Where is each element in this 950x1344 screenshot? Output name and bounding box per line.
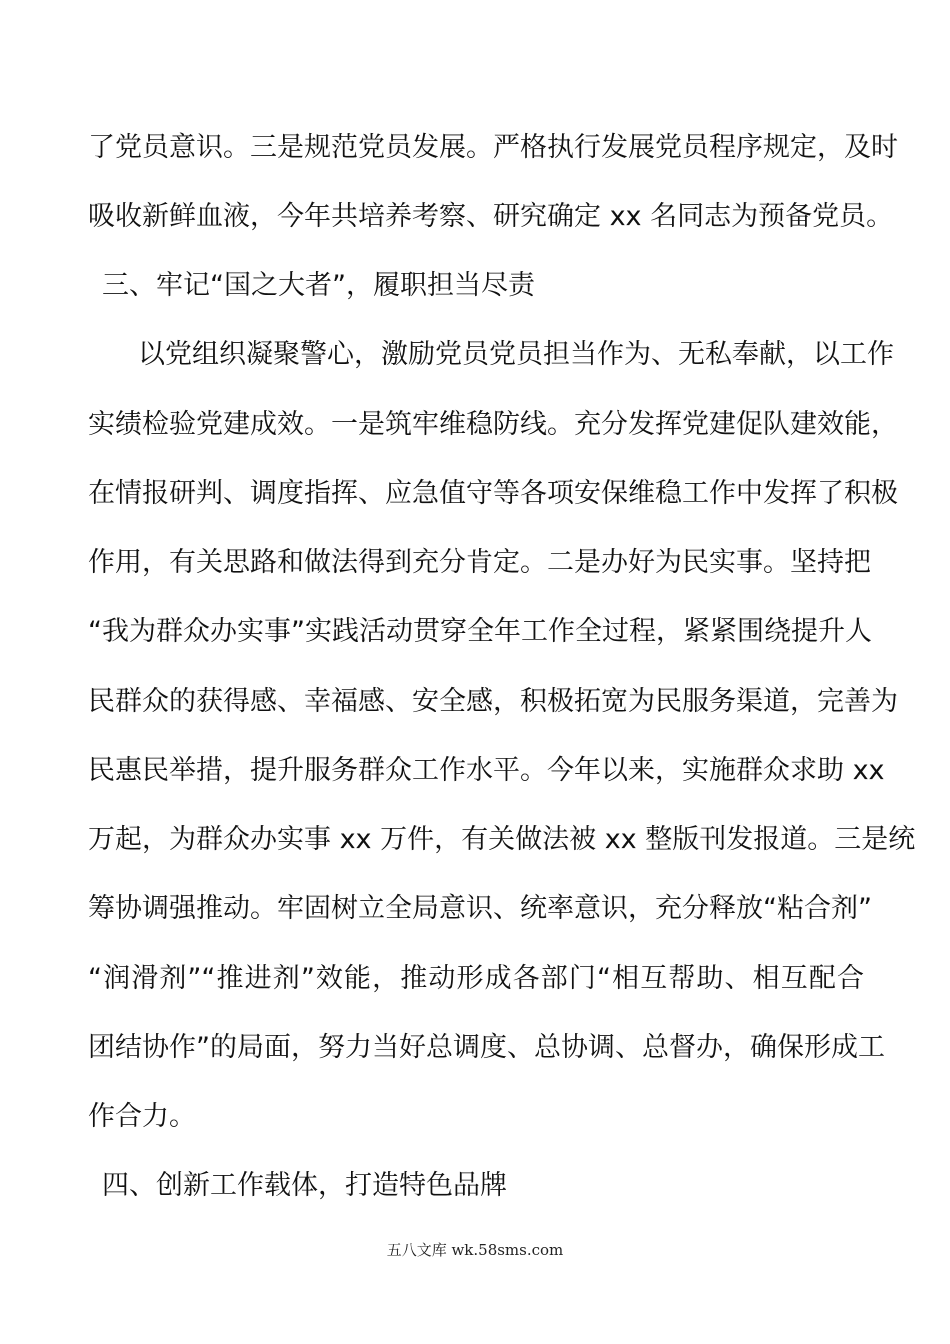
paragraph-line: 筹协调强推动。牢固树立全局意识、统率意识，充分释放“粘合剂” bbox=[88, 893, 872, 924]
paragraph-line: 作合力。 bbox=[88, 1101, 196, 1132]
paragraph-line: 万起，为群众办实事 xx 万件，有关做法被 xx 整版刊发报道。三是统 bbox=[88, 824, 916, 855]
paragraph-line: 民群众的获得感、幸福感、安全感，积极拓宽为民服务渠道，完善为 bbox=[88, 686, 898, 717]
section-heading: 四、创新工作载体，打造特色品牌 bbox=[102, 1170, 507, 1201]
section-heading: 三、牢记“国之大者”，履职担当尽责 bbox=[102, 270, 535, 301]
paragraph-line: 作用，有关思路和做法得到充分肯定。二是办好为民实事。坚持把 bbox=[88, 547, 871, 578]
paragraph-line: 民惠民举措，提升服务群众工作水平。今年以来，实施群众求助 xx bbox=[88, 755, 885, 786]
paragraph-line: “我为群众办实事”实践活动贯穿全年工作全过程，紧紧围绕提升人 bbox=[88, 616, 872, 647]
paragraph-line: 实绩检验党建成效。一是筑牢维稳防线。充分发挥党建促队建效能， bbox=[88, 409, 898, 440]
footer-watermark: 五八文库 wk.58sms.com bbox=[386, 1241, 564, 1259]
paragraph-line: 以党组织凝聚警心，激励党员党员担当作为、无私奉献，以工作 bbox=[138, 339, 894, 370]
paragraph-line: 了党员意识。三是规范党员发展。严格执行发展党员程序规定，及时 bbox=[88, 132, 898, 163]
paragraph-line: 在情报研判、调度指挥、应急值守等各项安保维稳工作中发挥了积极 bbox=[88, 478, 898, 509]
paragraph-line: 吸收新鲜血液，今年共培养考察、研究确定 xx 名同志为预备党员。 bbox=[88, 201, 894, 232]
paragraph-line: “润滑剂”“推进剂”效能，推动形成各部门“相互帮助、相互配合 bbox=[88, 963, 864, 994]
paragraph-line: 团结协作”的局面，努力当好总调度、总协调、总督办，确保形成工 bbox=[88, 1032, 885, 1063]
